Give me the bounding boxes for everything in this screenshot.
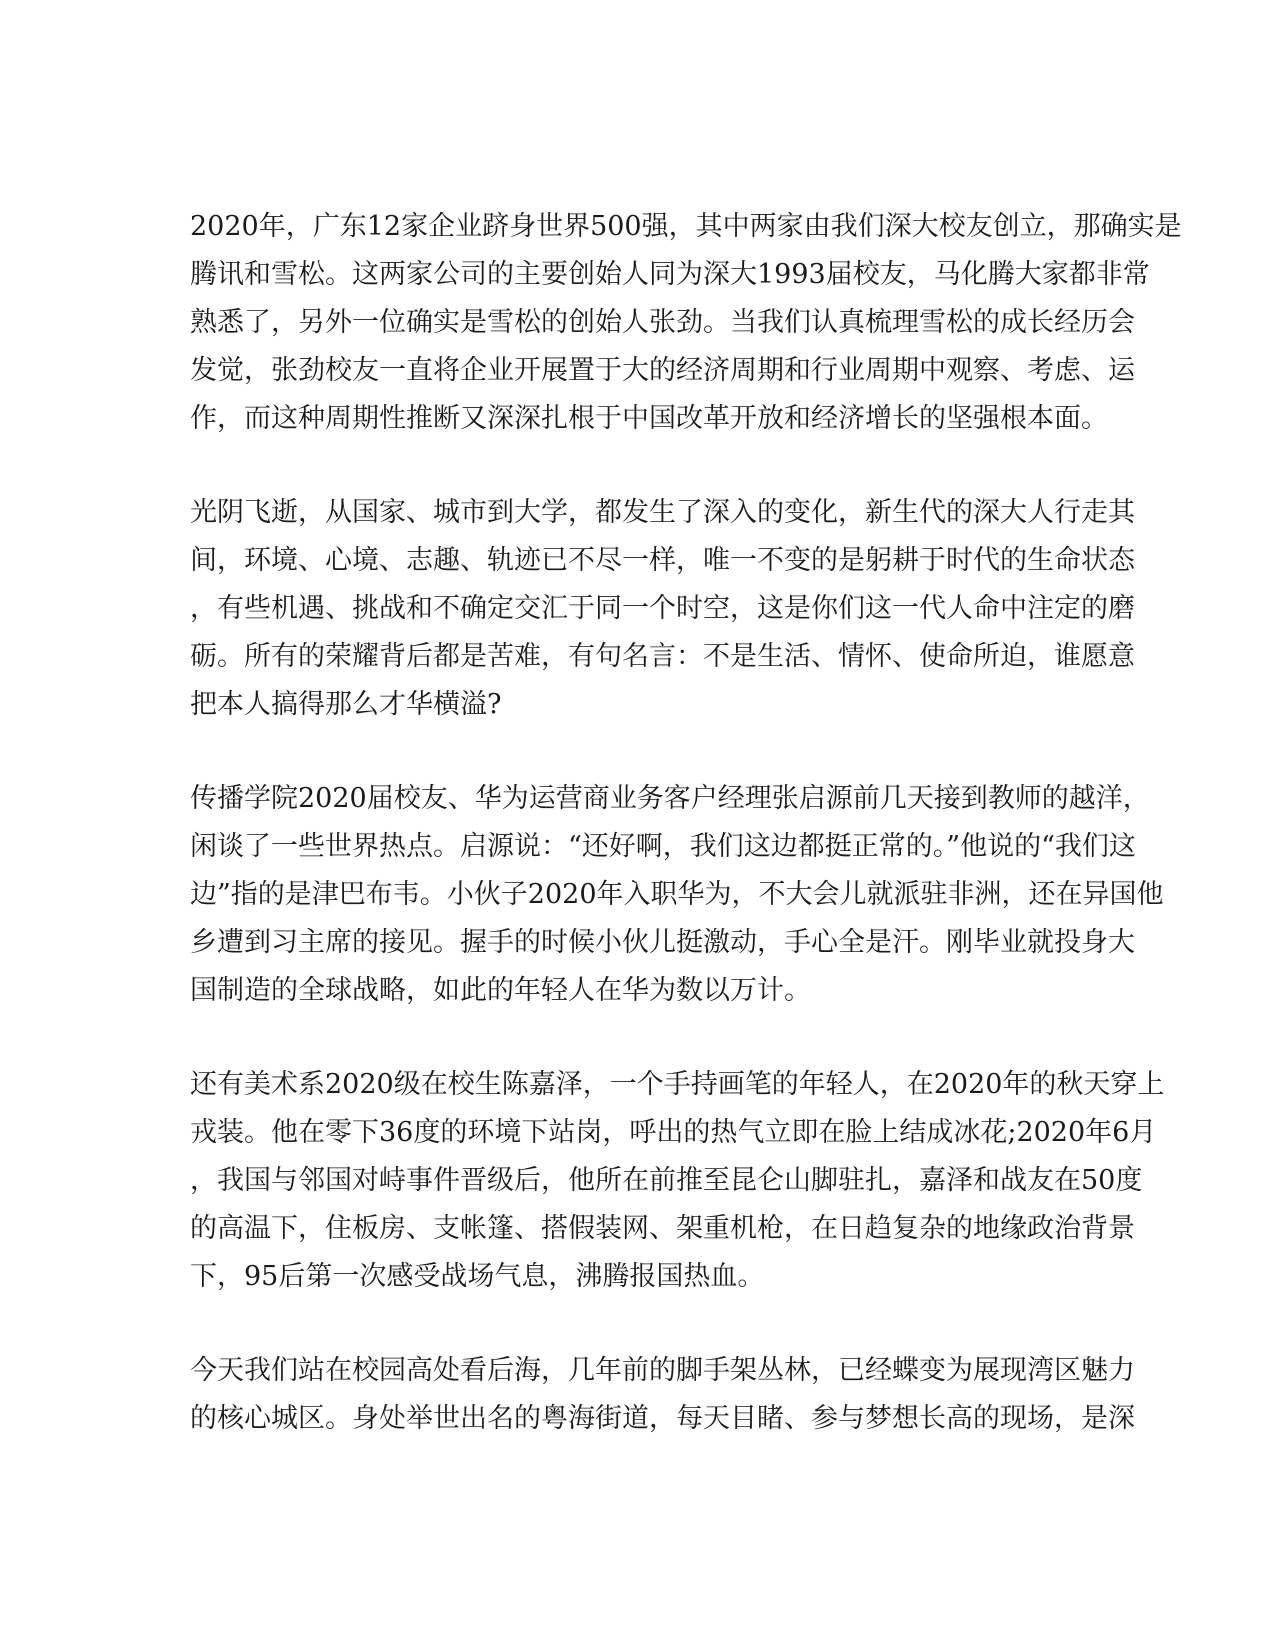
text-line: 国制造的全球战略，如此的年轻人在华为数以万计。 bbox=[190, 975, 811, 1006]
text-line: 把本人搞得那么才华横溢? bbox=[190, 689, 502, 720]
text-line: 乡遭到习主席的接见。握手的时候小伙儿挺激动，手心全是汗。刚毕业就投身大 bbox=[190, 927, 1135, 958]
text-line: 发觉，张劲校友一直将企业开展置于大的经济周期和行业周期中观察、考虑、运 bbox=[190, 355, 1135, 386]
text-line: 腾讯和雪松。这两家公司的主要创始人同为深大1993届校友，马化腾大家都非常 bbox=[190, 259, 1150, 290]
text-line: 戎装。他在零下36度的环境下站岗，呼出的热气立即在脸上结成冰花;2020年6月 bbox=[190, 1117, 1157, 1148]
text-line: 传播学院2020届校友、华为运营商业务客户经理张启源前几天接到教师的越洋， bbox=[190, 783, 1150, 814]
text-line: 作，而这种周期性推断又深深扎根于中国改革开放和经济增长的坚强根本面。 bbox=[190, 403, 1108, 434]
text-line: 的核心城区。身处举世出名的粤海街道，每天目睹、参与梦想长高的现场，是深 bbox=[190, 1403, 1135, 1434]
text-line: 闲谈了一些世界热点。启源说：“还好啊，我们这边都挺正常的。”他说的“我们这 bbox=[190, 831, 1136, 862]
body-text bbox=[190, 203, 1182, 1489]
text-line: ，有些机遇、挑战和不确定交汇于同一个时空，这是你们这一代人命中注定的磨 bbox=[190, 593, 1135, 624]
paragraph-2 bbox=[190, 489, 1135, 729]
text-line: 的高温下，住板房、支帐篷、搭假装网、架重机枪，在日趋复杂的地缘政治背景 bbox=[190, 1213, 1135, 1244]
paragraph-5 bbox=[190, 1347, 1135, 1443]
text-line: 下，95后第一次感受战场气息，沸腾报国热血。 bbox=[190, 1261, 765, 1292]
text-line: 光阴飞逝，从国家、城市到大学，都发生了深入的变化，新生代的深大人行走其 bbox=[190, 497, 1135, 528]
text-line: 还有美术系2020级在校生陈嘉泽，一个手持画笔的年轻人，在2020年的秋天穿上 bbox=[190, 1069, 1165, 1100]
text-line: 今天我们站在校园高处看后海，几年前的脚手架丛林，已经蝶变为展现湾区魅力 bbox=[190, 1355, 1135, 1386]
text-line: 熟悉了，另外一位确实是雪松的创始人张劲。当我们认真梳理雪松的成长经历会 bbox=[190, 307, 1135, 338]
paragraph-1 bbox=[190, 203, 1182, 443]
text-line: ，我国与邻国对峙事件晋级后，他所在前推至昆仑山脚驻扎，嘉泽和战友在50度 bbox=[190, 1165, 1143, 1196]
paragraph-3 bbox=[190, 775, 1164, 1015]
text-line: 2020年，广东12家企业跻身世界500强，其中两家由我们深大校友创立，那确实是 bbox=[190, 211, 1182, 242]
text-line: 间，环境、心境、志趣、轨迹已不尽一样，唯一不变的是躬耕于时代的生命状态 bbox=[190, 545, 1135, 576]
paragraph-4 bbox=[190, 1061, 1165, 1301]
text-line: 砺。所有的荣耀背后都是苦难，有句名言：不是生活、情怀、使命所迫，谁愿意 bbox=[190, 641, 1135, 672]
text-line: 边”指的是津巴布韦。小伙子2020年入职华为，不大会儿就派驻非洲，还在异国他 bbox=[190, 879, 1164, 910]
